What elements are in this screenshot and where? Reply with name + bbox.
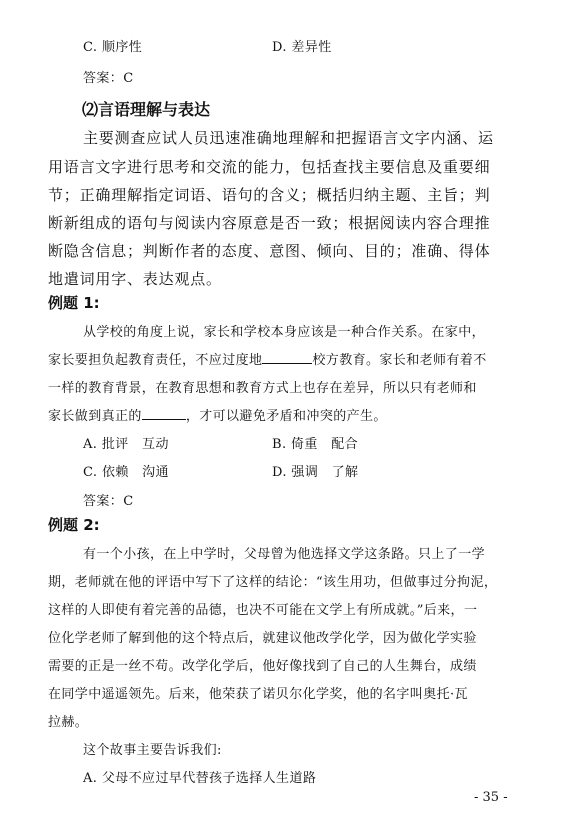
fill-blank-2 [142, 407, 186, 420]
prev-option-c: C. 顺序性 [83, 40, 143, 55]
section-line: 断新组成的语句与阅读内容原意是否一致；根据阅读内容合理推 [48, 214, 491, 232]
example-2-line: 拉赫。 [48, 715, 89, 730]
fill-blank-1 [262, 351, 312, 364]
example-2-line: 位化学老师了解到他的这个特点后，就建议他改学化学，因为做化学实验 [48, 631, 477, 646]
example-1-line: 从学校的角度上说，家长和学校本身应该是一种合作关系。在家中， [83, 325, 486, 340]
example-2-line: 这样的人即使有着完善的品德，也决不可能在文学上有所成就。”后来，一 [48, 603, 478, 618]
example-1-option-c: C. 依赖 沟通 [83, 465, 169, 480]
example-2-prompt: 这个故事主要告诉我们: [83, 743, 222, 758]
example-2-line: 期，老师就在他的评语中写下了这样的结论：“该生用功，但做事过分拘泥， [48, 575, 498, 590]
example-1-line [48, 349, 487, 368]
section-line: 用语言文字进行思考和交流的能力，包括查找主要信息及重要细 [48, 158, 491, 176]
prev-option-d: D. 差异性 [272, 40, 332, 55]
example-1-label: 例题 1: [48, 294, 100, 312]
example-1-line [48, 405, 387, 424]
example-1-text: ，才可以避免矛盾和冲突的产生。 [185, 409, 387, 424]
example-1-line: 一样的教育背景，在教育思想和教育方式上也存在差异，所以只有老师和 [48, 381, 477, 396]
example-2-line: 有一个小孩，在上中学时，父母曾为他选择文学这条路。只上了一学 [83, 547, 486, 562]
example-1-option-d: D. 强调 了解 [272, 465, 359, 480]
example-1-option-a: A. 批评 互动 [83, 437, 169, 452]
example-1-text: 校方教育。家长和老师有着不 [312, 353, 487, 368]
example-1-option-b: B. 倚重 配合 [272, 437, 359, 452]
section-line: 主要测查应试人员迅速准确地理解和把握语言文字内涵、运 [83, 129, 494, 147]
prev-answer: 答案：C [83, 71, 134, 86]
section-line: 节；正确理解指定词语、语句的含义；概括归纳主题、主旨；判 [48, 186, 491, 204]
page-number: - 35 - [474, 790, 508, 805]
section-line: 地遣词用字、表达观点。 [48, 270, 222, 288]
example-1-answer: 答案：C [83, 494, 134, 509]
example-2-label: 例题 2: [48, 516, 100, 534]
example-1-text: 家长做到真正的 [48, 409, 142, 424]
example-2-option-a: A. 父母不应过早代替孩子选择人生道路 [83, 771, 317, 786]
example-2-line: 在同学中遥遥领先。后来，他荣获了诺贝尔化学奖，他的名字叫奥托·瓦 [48, 687, 468, 702]
section-line: 断隐含信息；判断作者的态度、意图、倾向、目的；准确、得体 [48, 242, 491, 260]
example-2-line: 需要的正是一丝不苟。改学化学后，他好像找到了自己的人生舞台，成绩 [48, 659, 477, 674]
section-heading: ⑵言语理解与表达 [82, 100, 211, 119]
example-1-text: 家长要担负起教育责任，不应过度地 [48, 353, 263, 368]
